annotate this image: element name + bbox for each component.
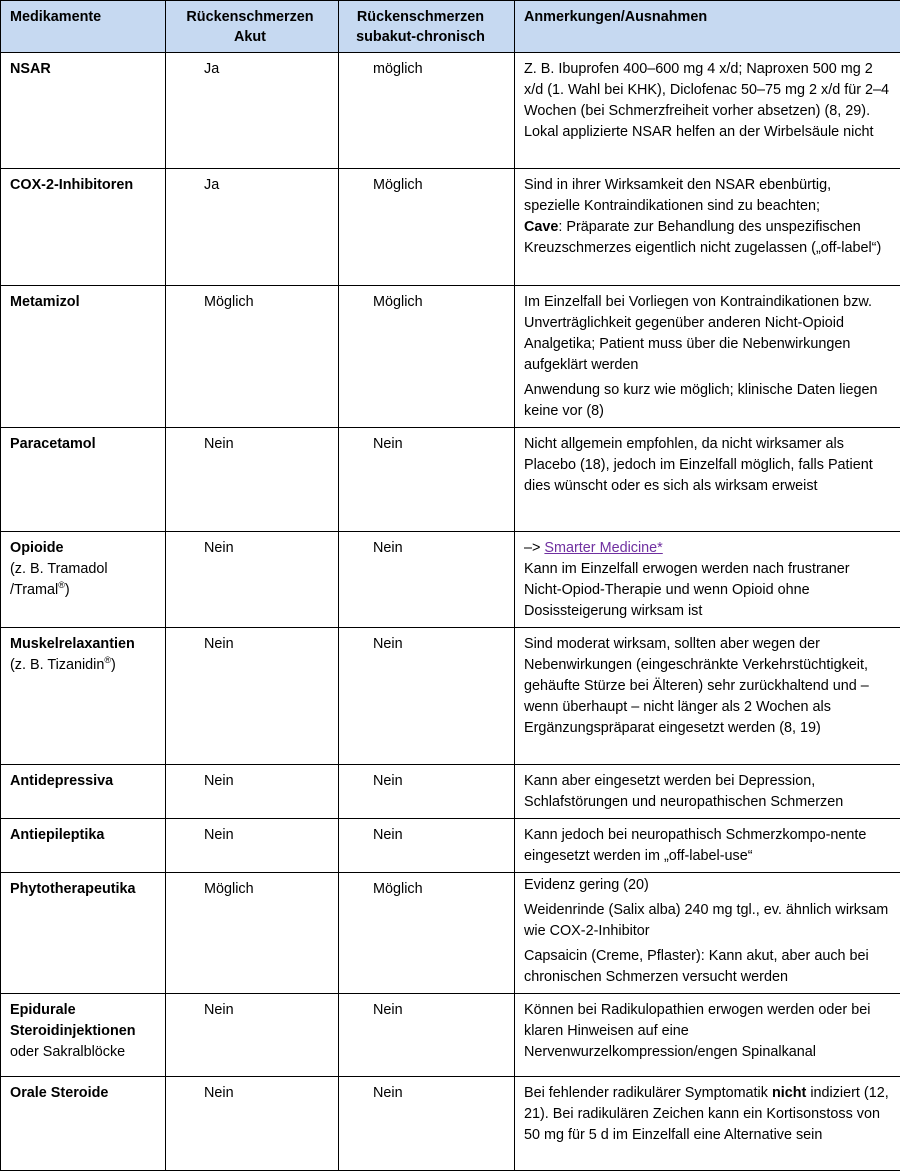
note-text: Sind moderat wirksam, sollten aber wegen der Nebenwirkungen (eingeschränkte Verkehrstüchtigkeit, gehäufte Stürze bei Älteren) sehr zurückhaltend und – wenn überhaupt – nicht länger als 2 Wochen als Ergänzungspräparat eingesetzt werden (8, 19)	[515, 628, 900, 765]
drug-name: Orale Steroide	[1, 1077, 166, 1171]
smarter-medicine-link[interactable]: Smarter Medicine*	[544, 540, 662, 556]
akut-value: Ja	[166, 169, 339, 286]
chronisch-value: Möglich	[339, 286, 515, 428]
table-row	[1, 994, 900, 1077]
chronisch-value: Nein	[339, 532, 515, 628]
akut-value: Nein	[166, 765, 339, 819]
drug-name: NSAR	[1, 53, 166, 169]
note-text: –> Smarter Medicine* Kann im Einzelfall erwogen werden nach frustraner Nicht-Opiod-Therapie und wenn Opioid ohne Dosissteigerung wirksam ist	[515, 532, 900, 628]
akut-value: Nein	[166, 428, 339, 532]
note-text: Kann aber eingesetzt werden bei Depression, Schlafstörungen und neuropathischen Schmerzen	[515, 765, 900, 819]
table-row	[1, 1077, 900, 1171]
table-row	[1, 873, 900, 994]
chronisch-value: Möglich	[339, 873, 515, 994]
drug-name: Phytotherapeutika	[1, 873, 166, 994]
akut-value: Nein	[166, 994, 339, 1077]
table-row	[1, 53, 900, 169]
cave-label: Cave	[524, 219, 558, 235]
chronisch-value: Möglich	[339, 169, 515, 286]
drug-name: Antiepileptika	[1, 819, 166, 873]
chronisch-value: Nein	[339, 628, 515, 765]
note-text: Nicht allgemein empfohlen, da nicht wirksamer als Placebo (18), jedoch im Einzelfall möglich, falls Patient dies wünscht oder es sich als wirksam erweist	[515, 428, 900, 532]
nicht-label: nicht	[772, 1085, 806, 1101]
chronisch-value: Nein	[339, 1077, 515, 1171]
akut-value: Möglich	[166, 286, 339, 428]
table-row	[1, 765, 900, 819]
note-text: Sind in ihrer Wirksamkeit den NSAR ebenbürtig, spezielle Kontraindikationen sind zu beachten; Cave: Präparate zur Behandlung des unspezifischen Kreuzschmerzes eigentlich nicht zugelassen („off-label“)	[515, 169, 900, 286]
chronisch-value: möglich	[339, 53, 515, 169]
table-row	[1, 532, 900, 628]
header-akut: Rückenschmerzen Akut	[166, 1, 339, 53]
table-row	[1, 169, 900, 286]
drug-name: Epidurale Steroidinjektionen oder Sakralblöcke	[1, 994, 166, 1077]
note-text: Bei fehlender radikulärer Symptomatik nicht indiziert (12, 21). Bei radikulären Zeichen kann ein Kortisonstoss von 50 mg für 5 d im Einzelfall eine Alternative sein	[515, 1077, 900, 1171]
akut-value: Nein	[166, 532, 339, 628]
drug-name: Antidepressiva	[1, 765, 166, 819]
note-text: Können bei Radikulopathien erwogen werden oder bei klaren Hinweisen auf eine Nervenwurzelkompression/engen Spinalkanal	[515, 994, 900, 1077]
drug-name: COX-2-Inhibitoren	[1, 169, 166, 286]
note-text: Evidenz gering (20) Weidenrinde (Salix alba) 240 mg tgl., ev. ähnlich wirksam wie COX-2-Inhibitor Capsaicin (Creme, Pflaster): Kann akut, aber auch bei chronischen Schmerzen versucht werden	[515, 873, 900, 994]
header-chronisch: Rückenschmerzen subakut-chronisch	[339, 1, 515, 53]
chronisch-value: Nein	[339, 765, 515, 819]
table-row	[1, 819, 900, 873]
drug-name: Muskelrelaxantien (z. B. Tizanidin®)	[1, 628, 166, 765]
header-row	[1, 1, 900, 53]
table-row	[1, 428, 900, 532]
drug-name: Paracetamol	[1, 428, 166, 532]
chronisch-value: Nein	[339, 819, 515, 873]
table-row	[1, 628, 900, 765]
note-text: Kann jedoch bei neuropathisch Schmerzkompo-nente eingesetzt werden im „off-label-use“	[515, 819, 900, 873]
chronisch-value: Nein	[339, 428, 515, 532]
akut-value: Nein	[166, 819, 339, 873]
akut-value: Nein	[166, 1077, 339, 1171]
note-text: Z. B. Ibuprofen 400–600 mg 4 x/d; Naproxen 500 mg 2 x/d (1. Wahl bei KHK), Diclofenac 50–75 mg 2 x/d für 2–4 Wochen (bei Schmerzfreiheit vorher absetzen) (8, 29). Lokal applizierte NSAR helfen an der Wirbelsäule nicht	[515, 53, 900, 169]
header-medikamente: Medikamente	[1, 1, 166, 53]
akut-value: Nein	[166, 628, 339, 765]
drug-name: Opioide (z. B. Tramadol /Tramal®)	[1, 532, 166, 628]
table-row	[1, 286, 900, 428]
note-text: Im Einzelfall bei Vorliegen von Kontraindikationen bzw. Unverträglichkeit gegenüber anderen Nicht-Opioid Analgetika; Patient muss über die Nebenwirkungen aufgeklärt werden Anwendung so kurz wie möglich; klinische Daten liegen keine vor (8)	[515, 286, 900, 428]
chronisch-value: Nein	[339, 994, 515, 1077]
drug-name: Metamizol	[1, 286, 166, 428]
header-anmerkungen: Anmerkungen/Ausnahmen	[515, 1, 900, 53]
akut-value: Möglich	[166, 873, 339, 994]
akut-value: Ja	[166, 53, 339, 169]
